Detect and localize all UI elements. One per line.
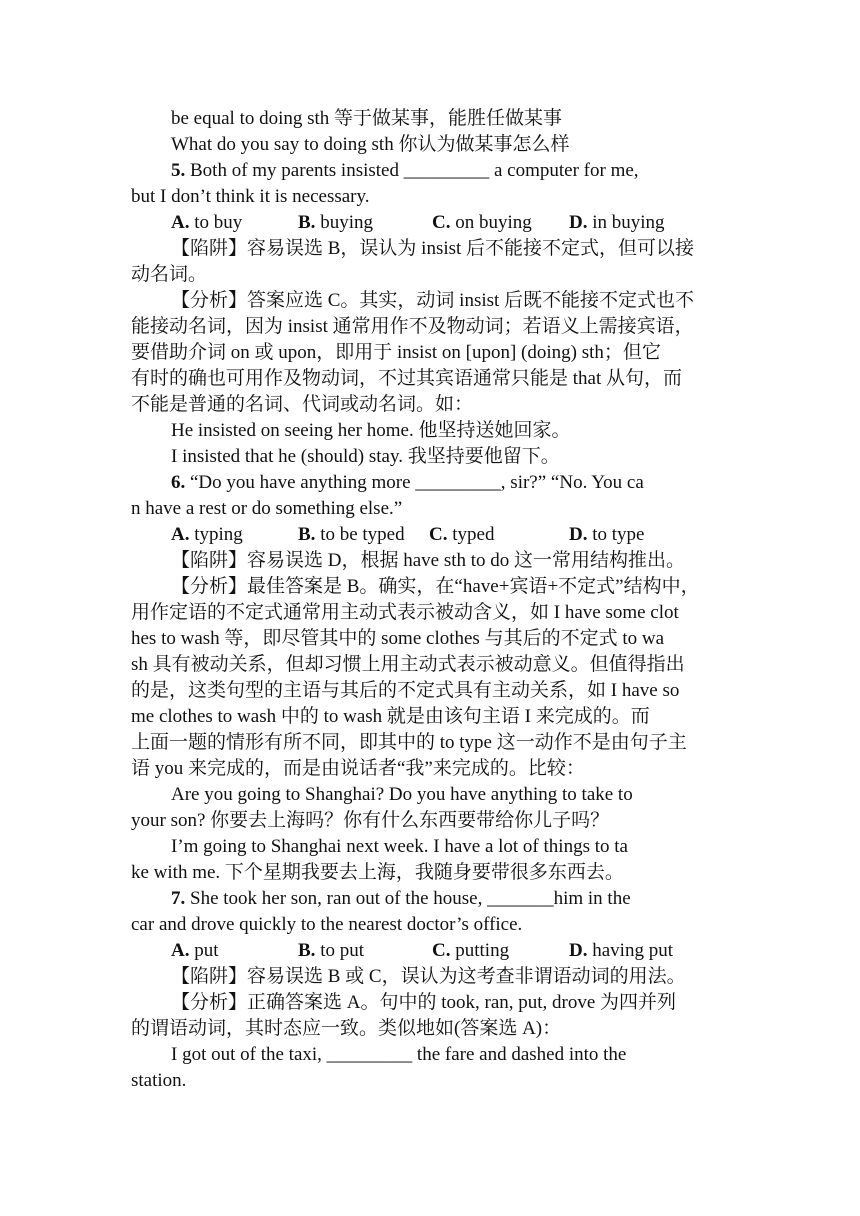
analysis-note: 【分析】最佳答案是 B。确实，在“have+宾语+不定式”结构中， <box>171 576 700 597</box>
example-sentence: I’m going to Shanghai next week. I have a lot of things to ta <box>171 836 628 857</box>
analysis-note: 【分析】答案应选 C。其实，动词 insist 后既不能接不定式也不 <box>171 290 695 311</box>
analysis-note-cont: 上面一题的情形有所不同，即其中的 to type 这一动作不是由句子主 <box>131 732 687 753</box>
example-sentence: I got out of the taxi, _________ the fare and dashed into the <box>171 1044 627 1065</box>
question-text: Both of my parents insisted _________ a computer for me, <box>185 160 639 181</box>
trap-note: 【陷阱】容易误选 D，根据 have sth to do 这一常用结构推出。 <box>171 550 686 571</box>
example-sentence: He insisted on seeing her home. 他坚持送她回家。 <box>171 420 571 441</box>
question-number: 5. <box>171 160 186 181</box>
trap-note: 【陷阱】容易误选 B，误认为 insist 后不能接不定式，但可以接 <box>171 238 695 259</box>
question-number: 6. <box>171 472 186 493</box>
analysis-note-cont: 能接动名词，因为 insist 通常用作不及物动词；若语义上需接宾语， <box>131 316 694 337</box>
question-6-stem <box>171 470 644 496</box>
analysis-note-cont: 语 you 来完成的，而是由说话者“我”来完成的。比较： <box>131 758 585 779</box>
question-text: “Do you have anything more _________, sir?” “No. You ca <box>185 472 644 493</box>
option-d: D. to type <box>569 524 645 545</box>
analysis-note-cont: 要借助介词 on 或 upon，即用于 insist on [upon] (doing) sth；但它 <box>131 342 661 363</box>
analysis-note-cont: sh 具有被动关系，但却习惯上用主动式表示被动意义。但值得指出 <box>131 654 685 675</box>
example-sentence: I insisted that he (should) stay. 我坚持要他留下。 <box>171 446 560 467</box>
analysis-note-cont: 的谓语动词，其时态应一致。类似地如(答案选 A)： <box>131 1018 562 1039</box>
option-a: A. put <box>171 940 219 961</box>
analysis-note: 【分析】正确答案选 A。句中的 took, ran, put, drove 为四并列 <box>171 992 677 1013</box>
question-7-options <box>171 938 691 964</box>
example-sentence: Are you going to Shanghai? Do you have anything to take to <box>171 784 633 805</box>
example-sentence-cont: ke with me. 下个星期我要去上海，我随身要带很多东西去。 <box>131 862 624 883</box>
phrase-line: be equal to doing sth 等于做某事，能胜任做某事 <box>171 108 563 129</box>
option-b: B. to be typed <box>298 524 405 545</box>
question-7-stem <box>171 886 631 912</box>
option-a: A. to buy <box>171 212 243 233</box>
question-6-stem-cont: n have a rest or do something else.” <box>131 498 403 519</box>
analysis-note-cont: 不能是普通的名词、代词或动名词。如： <box>131 394 474 415</box>
analysis-note-cont: 用作定语的不定式通常用主动式表示被动含义，如 I have some clot <box>131 602 679 623</box>
analysis-note-cont: 有时的确也可用作及物动词，不过其宾语通常只能是 that 从句，而 <box>131 368 682 389</box>
option-c: C. putting <box>432 940 510 961</box>
question-5-stem <box>171 158 639 184</box>
option-a: A. typing <box>171 524 243 545</box>
question-number: 7. <box>171 888 186 909</box>
option-c: C. on buying <box>432 212 532 233</box>
option-d: D. in buying <box>569 212 665 233</box>
trap-note: 【陷阱】容易误选 B 或 C，误认为这考查非谓语动词的用法。 <box>171 966 686 987</box>
question-6-options <box>171 522 691 548</box>
option-b: B. to put <box>298 940 364 961</box>
analysis-note-cont: 的是，这类句型的主语与其后的不定式具有主动关系，如 I have so <box>131 680 680 701</box>
example-sentence-cont: your son? 你要去上海吗？你有什么东西要带给你儿子吗？ <box>131 810 610 831</box>
option-b: B. buying <box>298 212 373 233</box>
analysis-note-cont: me clothes to wash 中的 to wash 就是由该句主语 I 来完成的。而 <box>131 706 650 727</box>
analysis-note-cont: hes to wash 等，即尽管其中的 some clothes 与其后的不定式 to wa <box>131 628 665 649</box>
example-sentence-cont: station. <box>131 1070 187 1091</box>
phrase-line: What do you say to doing sth 你认为做某事怎么样 <box>171 134 570 155</box>
option-c: C. typed <box>429 524 495 545</box>
question-5-stem-cont: but I don’t think it is necessary. <box>131 186 370 207</box>
option-d: D. having put <box>569 940 673 961</box>
question-text: She took her son, ran out of the house, _______him in the <box>185 888 631 909</box>
question-7-stem-cont: car and drove quickly to the nearest doctor’s office. <box>131 914 523 935</box>
trap-note-cont: 动名词。 <box>131 264 208 285</box>
question-5-options <box>171 210 691 236</box>
